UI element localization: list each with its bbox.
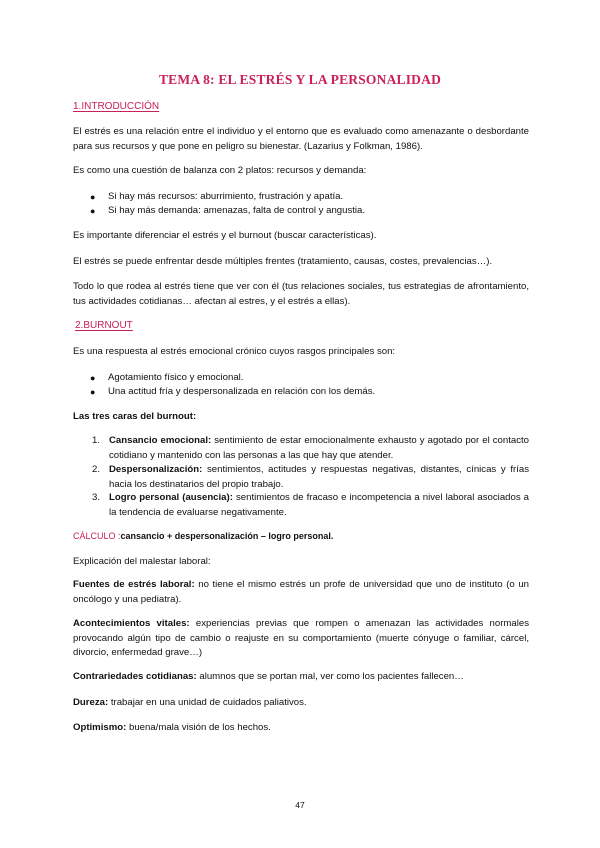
caras-heading: Las tres caras del burnout: (73, 411, 197, 422)
factor-paragraph: Acontecimientos vitales: experiencias previas que rompen o amenazan las actividades normales provocando algún tipo de cambio o reajuste en su comportamiento (muerte cónyuge o familiar, cárcel, divorcio, enfermedad grave…) (73, 618, 529, 658)
intro-paragraph-2: Es como una cuestión de balanza con 2 platos: recursos y demanda: (73, 165, 367, 176)
section-heading-burnout: 2.BURNOUT (75, 320, 133, 331)
bullet-icon: ● (90, 206, 96, 216)
bullet-icon: ● (90, 192, 96, 202)
factor-paragraph: Contrariedades cotidianas: alumnos que se portan mal, ver como los pacientes fallecen… (73, 671, 464, 682)
factor-paragraph: Fuentes de estrés laboral: no tiene el mismo estrés un profe de universidad que uno de instituto (o un oncólogo y una pediatra). (73, 579, 529, 605)
bullet-icon: ● (90, 373, 96, 383)
page-title: TEMA 8: EL ESTRÉS Y LA PERSONALIDAD (158, 72, 442, 87)
page-number: 47 (295, 800, 305, 810)
intro-paragraph-4: El estrés se puede enfrentar desde múltiples frentes (tratamiento, causas, costes, prevalencias…). (73, 256, 493, 267)
numbered-item: 3. Logro personal (ausencia): sentimientos de fracaso e incompetencia a nivel laboral asociados a la tendencia de evaluarse negativamente. (92, 492, 530, 518)
numbered-item: 1. Cansancio emocional: sentimiento de estar emocionalmente exhausto y agotado por el contacto cotidiano y mantenido con las personas a las que hay que atender. (92, 435, 530, 461)
intro-paragraph-5: Todo lo que rodea al estrés tiene que ver con él (tus relaciones sociales, tus estrategias de afrontamiento, tus actividades cotidianas… afectan al estres, y el estrés a ellas). (73, 281, 529, 307)
calculo-line: CÁLCULO :cansancio + despersonalización – logro personal. (73, 531, 334, 541)
section-heading-introduccion: 1.INTRODUCCIÓN (73, 101, 160, 112)
numbered-item: 2. Despersonalización: sentimientos, actitudes y respuestas negativas, distantes, cínicas y frías hacia los destinatarios del propio trabajo. (92, 464, 529, 490)
burnout-paragraph-1: Es una respuesta al estrés emocional crónico cuyos rasgos principales son: (73, 346, 396, 357)
factor-paragraph: Optimismo: buena/mala visión de los hechos. (73, 722, 271, 733)
intro-paragraph-3: Es importante diferenciar el estrés y el burnout (buscar características). (73, 230, 377, 241)
factor-paragraph: Dureza: trabajar en una unidad de cuidados paliativos. (73, 697, 307, 708)
bullet-icon: ● (90, 387, 96, 397)
document-page: TEMA 8: EL ESTRÉS Y LA PERSONALIDAD 1.INTRODUCCIÓN El estrés es una relación entre el individuo y el entorno que es evaluado como amenazante o desbordante para sus recursos y que pone en peligro su bienestar. (Lazarius y Folkman, 1986). Es como una cuestión de balanza con 2 platos: recursos y demanda: ● Si hay más recursos: aburrimiento, frustración y apatía. ● Si hay más demanda: amenazas, falta de control y angustia. Es importante diferenciar el estrés y el burnout (buscar características). El estrés se puede enfrentar desde múltiples frentes (tratamiento, causas, costes, prevalencias…). Todo lo que rodea al estrés tiene que ver con él (tus relaciones sociales, tus estrategias de afrontamiento, tus actividades cotidianas… afectan al estres, y el estrés a ellas). 2.BURNOUT Es una respuesta al estrés emocional crónico cuyos rasgos principales son: ● Agotamiento físico y emocional. ● Una actitud fría y despersonalizada en relación con los demás. Las tres caras del burnout: 1. Cansancio emocional: sentimiento de estar emocionalmente exhausto y agotado por el contacto cotidiano y mantenido con las personas a las que hay que atender. 2. Despersonalización: sentimientos, actitudes y respuestas negativas, distantes, cínicas y frías hacia los destinatarios del propio trabajo. 3. Logro personal (ausencia): sentimientos de fracaso e incompetencia a nivel laboral asociados a la tendencia de evaluarse negativamente. CÁLCULO :cansancio + despersonalización – logro personal. Explicación del malestar laboral: Fuentes de estrés laboral: no tiene el mismo estrés un profe de universidad que uno de instituto (o un oncólogo y una pediatra). Acontecimientos vitales: experiencias previas que rompen o amenazan las actividades normales provocando algún tipo de cambio o reajuste en su comportamiento (muerte cónyuge o familiar, cárcel, divorcio, enfermedad grave…) Contrariedades cotidianas: alumnos que se portan mal, ver como los pacientes fallecen… Dureza: trabajar en una unidad de cuidados paliativos. Optimismo: buena/mala visión de los hechos. 47 (0, 0, 600, 848)
explicacion-line: Explicación del malestar laboral: (73, 556, 211, 567)
intro-paragraph-1: El estrés es una relación entre el individuo y el entorno que es evaluado como amenazante o desbordante para sus recursos y que pone en peligro su bienestar. (Lazarius y Folkman, 1986). (73, 126, 529, 152)
